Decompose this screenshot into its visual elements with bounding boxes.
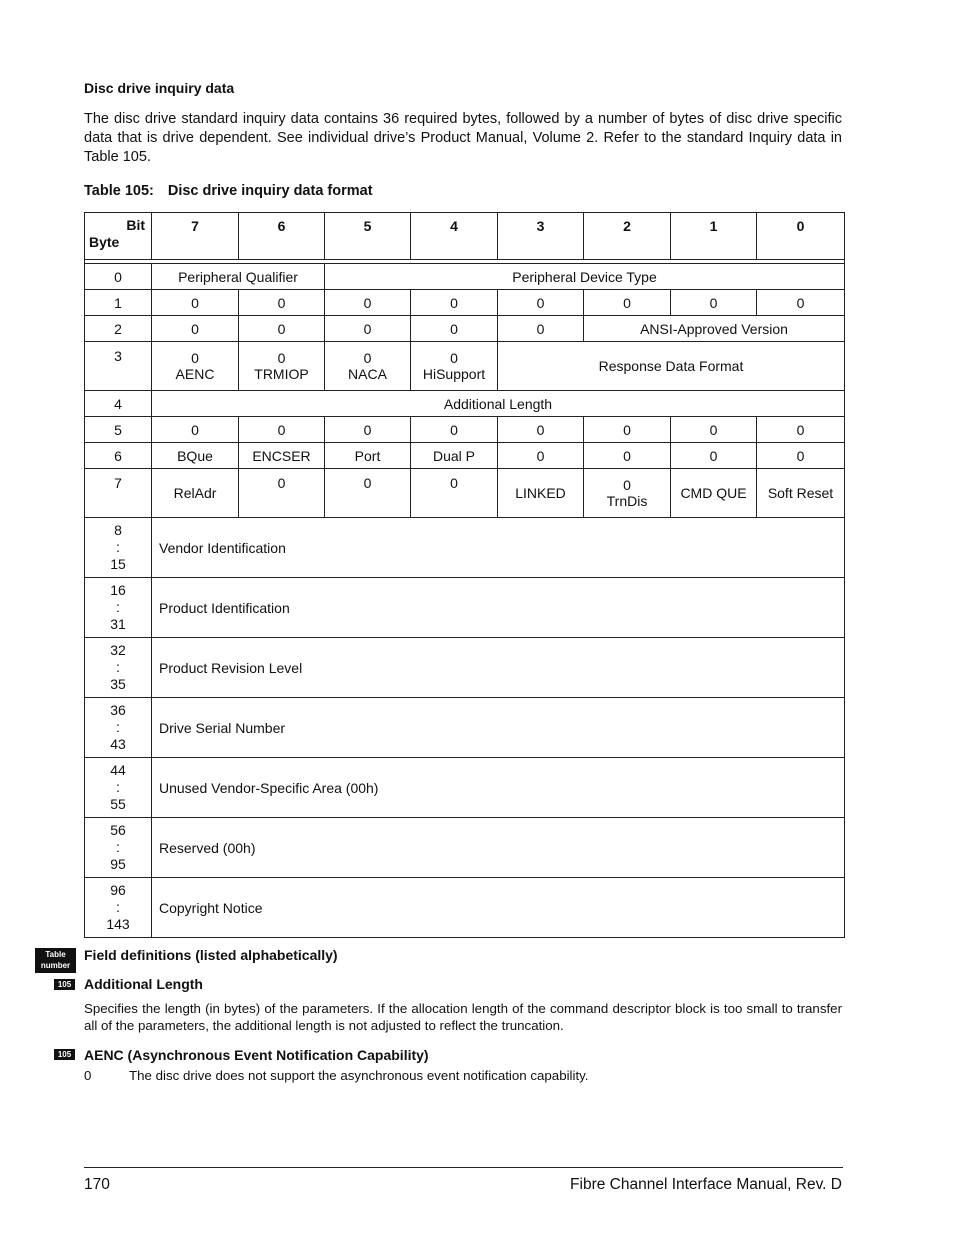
- bit-cell: Port: [325, 443, 411, 469]
- bit-cell: 0: [757, 417, 845, 443]
- table-caption: [84, 183, 373, 199]
- table-caption-title: Disc drive inquiry data format: [167, 183, 373, 199]
- range-sep: :: [116, 659, 120, 675]
- bit-cell: Dual P: [411, 443, 498, 469]
- range-description: Reserved (00h): [152, 818, 845, 878]
- range-start: 32: [110, 642, 126, 658]
- ansi-version-cell: ANSI-Approved Version: [584, 316, 845, 342]
- hisupport-cell: [411, 342, 498, 391]
- cmd-que-cell: CMD QUE: [671, 469, 757, 518]
- peripheral-qualifier-cell: Peripheral Qualifier: [152, 264, 325, 290]
- bit-cell: 0: [757, 290, 845, 316]
- byte-range-cell: [85, 518, 152, 578]
- table-caption-number: Table 105:: [84, 183, 154, 199]
- range-end: 35: [110, 676, 126, 692]
- bit-cell: 0: [671, 417, 757, 443]
- range-end: 43: [110, 736, 126, 752]
- range-end: 95: [110, 856, 126, 872]
- byte-range-cell: [85, 698, 152, 758]
- aenc-cell: [152, 342, 239, 391]
- range-description: Product Identification: [152, 578, 845, 638]
- range-start: 16: [110, 582, 126, 598]
- response-data-format-cell: Response Data Format: [498, 342, 845, 391]
- byte-range-cell: [85, 638, 152, 698]
- bit-cell: 0: [411, 417, 498, 443]
- table-row: [85, 518, 845, 578]
- bit-cell: 0: [325, 417, 411, 443]
- byte-label: Byte: [89, 234, 120, 250]
- byte-cell: 4: [85, 391, 152, 417]
- intro-paragraph: The disc drive standard inquiry data contains 36 required bytes, followed by a number of bytes of disc drive specific data that is drive dependent. See individual drive’s Product Manual, Volume 2. Refer to the standard Inquiry data in Table 105.: [84, 111, 842, 165]
- bit-name: HiSupport: [422, 366, 486, 382]
- range-end: 143: [106, 916, 130, 932]
- range-description: Copyright Notice: [152, 878, 845, 938]
- bit-cell: 0: [152, 316, 239, 342]
- byte-cell: 2: [85, 316, 152, 342]
- bit-7-header: 7: [152, 213, 239, 260]
- byte-cell: 5: [85, 417, 152, 443]
- range-start: 8: [114, 522, 122, 538]
- peripheral-device-type-cell: Peripheral Device Type: [325, 264, 845, 290]
- bit-value: 0: [623, 477, 631, 493]
- range-start: 96: [110, 882, 126, 898]
- byte-range-cell: [85, 578, 152, 638]
- byte-cell: 7: [85, 469, 152, 518]
- bit-cell: 0: [411, 290, 498, 316]
- aenc-value-description: The disc drive does not support the asynchronous event notification capability.: [129, 1068, 589, 1083]
- range-description: Vendor Identification: [152, 518, 845, 578]
- bit-cell: 0: [671, 443, 757, 469]
- bit-6-header: 6: [239, 213, 325, 260]
- section-title: Disc drive inquiry data: [84, 80, 235, 96]
- bit-cell: 0: [498, 290, 584, 316]
- range-sep: :: [116, 779, 120, 795]
- byte-cell: 6: [85, 443, 152, 469]
- table-ref-tag: 105: [54, 979, 75, 990]
- range-start: 44: [110, 762, 126, 778]
- bit-name: AENC: [175, 366, 215, 382]
- bit-cell: 0: [325, 316, 411, 342]
- table-row: [85, 878, 845, 938]
- bit-cell: 0: [411, 316, 498, 342]
- bit-2-header: 2: [584, 213, 671, 260]
- table-row: [85, 391, 845, 417]
- bit-cell: BQue: [152, 443, 239, 469]
- table-number-tag: [35, 948, 76, 973]
- bit-cell: 0: [584, 290, 671, 316]
- additional-length-cell: Additional Length: [152, 391, 845, 417]
- byte-range-cell: [85, 818, 152, 878]
- bit-0-header: 0: [757, 213, 845, 260]
- bit-cell: 0: [152, 290, 239, 316]
- byte-cell: 1: [85, 290, 152, 316]
- bit-value: 0: [363, 350, 372, 366]
- trndis-cell: [584, 469, 671, 518]
- bit-value: 0: [450, 350, 458, 366]
- table-row: [85, 264, 845, 290]
- byte-cell: 0: [85, 264, 152, 290]
- bit-name: TrnDis: [606, 493, 648, 509]
- additional-length-body: Specifies the length (in bytes) of the parameters. If the allocation length of the command descriptor block is too small to transfer all of the parameters, the additional length is not adjusted to reflect the truncation.: [84, 1001, 842, 1033]
- bit-label: Bit: [126, 217, 145, 233]
- bit-cell: 0: [584, 417, 671, 443]
- trmiop-cell: [239, 342, 325, 391]
- table-row: [85, 443, 845, 469]
- range-start: 36: [110, 702, 126, 718]
- field-definitions-title: Field definitions (listed alphabetically): [84, 947, 338, 963]
- header-row: [85, 213, 845, 260]
- range-sep: :: [116, 899, 120, 915]
- bit-cell: 0: [239, 417, 325, 443]
- table-row: [85, 758, 845, 818]
- range-sep: :: [116, 719, 120, 735]
- table-row: [85, 469, 845, 518]
- page-number: 170: [84, 1176, 110, 1193]
- range-sep: :: [116, 839, 120, 855]
- table-ref-tag: 105: [54, 1049, 75, 1060]
- bit-cell: 0: [671, 290, 757, 316]
- bit-value: 0: [191, 350, 199, 366]
- bit-cell: 0: [152, 417, 239, 443]
- bit-cell: 0: [498, 443, 584, 469]
- range-start: 56: [110, 822, 126, 838]
- bit-cell: 0: [239, 469, 325, 518]
- bit-3-header: 3: [498, 213, 584, 260]
- table-row: [85, 316, 845, 342]
- aenc-value: 0: [84, 1068, 92, 1083]
- bit-byte-header: [85, 213, 152, 260]
- table-row: [85, 818, 845, 878]
- range-description: Drive Serial Number: [152, 698, 845, 758]
- bit-cell: 0: [757, 443, 845, 469]
- bit-value: 0: [277, 350, 286, 366]
- range-description: Unused Vendor-Specific Area (00h): [152, 758, 845, 818]
- bit-cell: 0: [239, 316, 325, 342]
- footer-divider: [84, 1167, 843, 1168]
- range-sep: :: [116, 539, 120, 555]
- bit-cell: 0: [584, 443, 671, 469]
- table-row: [85, 417, 845, 443]
- table-row: [85, 578, 845, 638]
- range-description: Product Revision Level: [152, 638, 845, 698]
- table-row: [85, 698, 845, 758]
- range-end: 15: [110, 556, 126, 572]
- bit-cell: 0: [411, 469, 498, 518]
- table-tag-line1: Table: [45, 950, 66, 959]
- bit-name: TRMIOP: [254, 366, 309, 382]
- naca-cell: [325, 342, 411, 391]
- table-row: [85, 342, 845, 391]
- soft-reset-cell: Soft Reset: [757, 469, 845, 518]
- linked-cell: LINKED: [498, 469, 584, 518]
- range-sep: :: [116, 599, 120, 615]
- bit-cell: 0: [325, 290, 411, 316]
- table-row: [85, 290, 845, 316]
- bit-cell: 0: [498, 316, 584, 342]
- byte-range-cell: [85, 878, 152, 938]
- bit-4-header: 4: [411, 213, 498, 260]
- byte-cell: 3: [85, 342, 152, 391]
- reladr-cell: RelAdr: [152, 469, 239, 518]
- bit-name: NACA: [348, 366, 387, 382]
- bit-cell: 0: [498, 417, 584, 443]
- byte-range-cell: [85, 758, 152, 818]
- range-end: 55: [110, 796, 126, 812]
- inquiry-data-table: [84, 212, 845, 938]
- document-title: Fibre Channel Interface Manual, Rev. D: [570, 1176, 842, 1193]
- bit-5-header: 5: [325, 213, 411, 260]
- bit-cell: ENCSER: [239, 443, 325, 469]
- table-row: [85, 638, 845, 698]
- bit-cell: 0: [325, 469, 411, 518]
- bit-1-header: 1: [671, 213, 757, 260]
- additional-length-heading: Additional Length: [84, 976, 203, 992]
- bit-cell: 0: [239, 290, 325, 316]
- range-end: 31: [110, 616, 126, 632]
- table-tag-line2: number: [40, 961, 71, 970]
- aenc-heading: AENC (Asynchronous Event Notification Capability): [84, 1047, 429, 1063]
